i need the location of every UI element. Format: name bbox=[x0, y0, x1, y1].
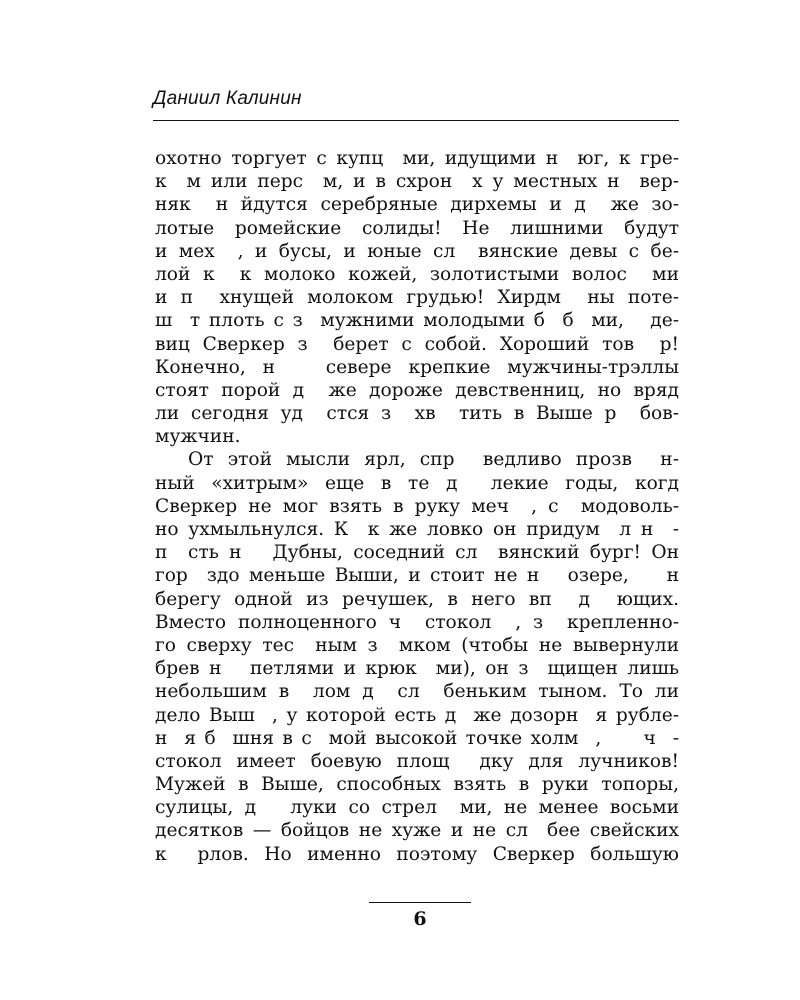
footer-rule bbox=[369, 902, 471, 903]
text-line: охотно торгует с купц ми, идущими н юг, к гре- bbox=[155, 148, 679, 169]
text-line: От этой мысли ярл, спр ведливо прозв н- bbox=[188, 449, 679, 471]
text-line: десятков — бойцов не хуже и не сл бее свейских bbox=[155, 820, 679, 842]
text-line: няк н йдутся серебряные дирхемы и д же зо- bbox=[155, 194, 679, 216]
text-line: лой к к молоко кожей, золотистыми волос ми bbox=[155, 263, 679, 285]
text-line: Сверкер не мог взять в руку меч , с модоволь- bbox=[155, 495, 679, 517]
page-number: 6 bbox=[413, 908, 427, 930]
text-line: Вместо полноценного ч стокол , з крепленно- bbox=[155, 611, 679, 633]
text-line: виц Сверкер з берет с собой. Хороший тов р! bbox=[155, 333, 679, 355]
text-line: Мужей в Выше, способных взять в руки топоры, bbox=[155, 774, 679, 796]
text-line: стоят порой д же дороже девственниц, но вряд bbox=[155, 379, 679, 401]
text-line: к рлов. Но именно поэтому Сверкер большую bbox=[155, 843, 679, 865]
text-line: ный «хитрым» еще в те д лекие годы, когд bbox=[155, 472, 679, 494]
header-rule bbox=[153, 120, 679, 121]
text-line: гор здо меньше Выши, и стоит не н озере, н bbox=[155, 565, 679, 587]
text-line: стокол имеет боевую площ дку для лучников! bbox=[155, 750, 679, 772]
text-line: ш т плоть с з мужними молодыми б б ми, де- bbox=[155, 310, 679, 332]
text-line: и п хнущей молоком грудью! Хирдм ны поте- bbox=[155, 287, 679, 309]
text-line: берегу одной из речушек, в него вп д ющих. bbox=[155, 588, 679, 610]
text-line: Конечно, н севере крепкие мужчины-трэллы bbox=[155, 356, 679, 378]
text-line: го сверху тес ным з мком (чтобы не вывернули bbox=[155, 634, 679, 656]
text-line: ли сегодня уд стся з хв тить в Выше р бов- bbox=[155, 403, 679, 425]
running-head-author: Даниил Калинин bbox=[153, 88, 302, 109]
text-line: брев н петлями и крюк ми), он з щищен лишь bbox=[155, 658, 679, 680]
text-line: п сть н Дубны, соседний сл вянский бург! Он bbox=[155, 542, 679, 564]
text-line: но ухмыльнулся. К к же ловко он придум л н - bbox=[155, 519, 679, 540]
body-text bbox=[155, 147, 679, 866]
text-line: н я б шня в с мой высокой точке холм , ч - bbox=[155, 727, 679, 749]
text-line: сулицы, д луки со стрел ми, не менее восьми bbox=[155, 797, 679, 819]
text-line: дело Выш , у которой есть д же дозорн я рубле- bbox=[155, 704, 679, 726]
text-line: и мех , и бусы, и юные сл вянские девы с бе- bbox=[155, 240, 679, 262]
text-line: к м или перс м, и в схрон х у местных н вер- bbox=[155, 171, 679, 193]
text-line: небольшим в лом д сл беньким тыном. То ли bbox=[155, 681, 679, 703]
text-line: мужчин. bbox=[155, 426, 241, 448]
text-line: лотые ромейские солиды! Не лишними будут bbox=[155, 217, 679, 239]
